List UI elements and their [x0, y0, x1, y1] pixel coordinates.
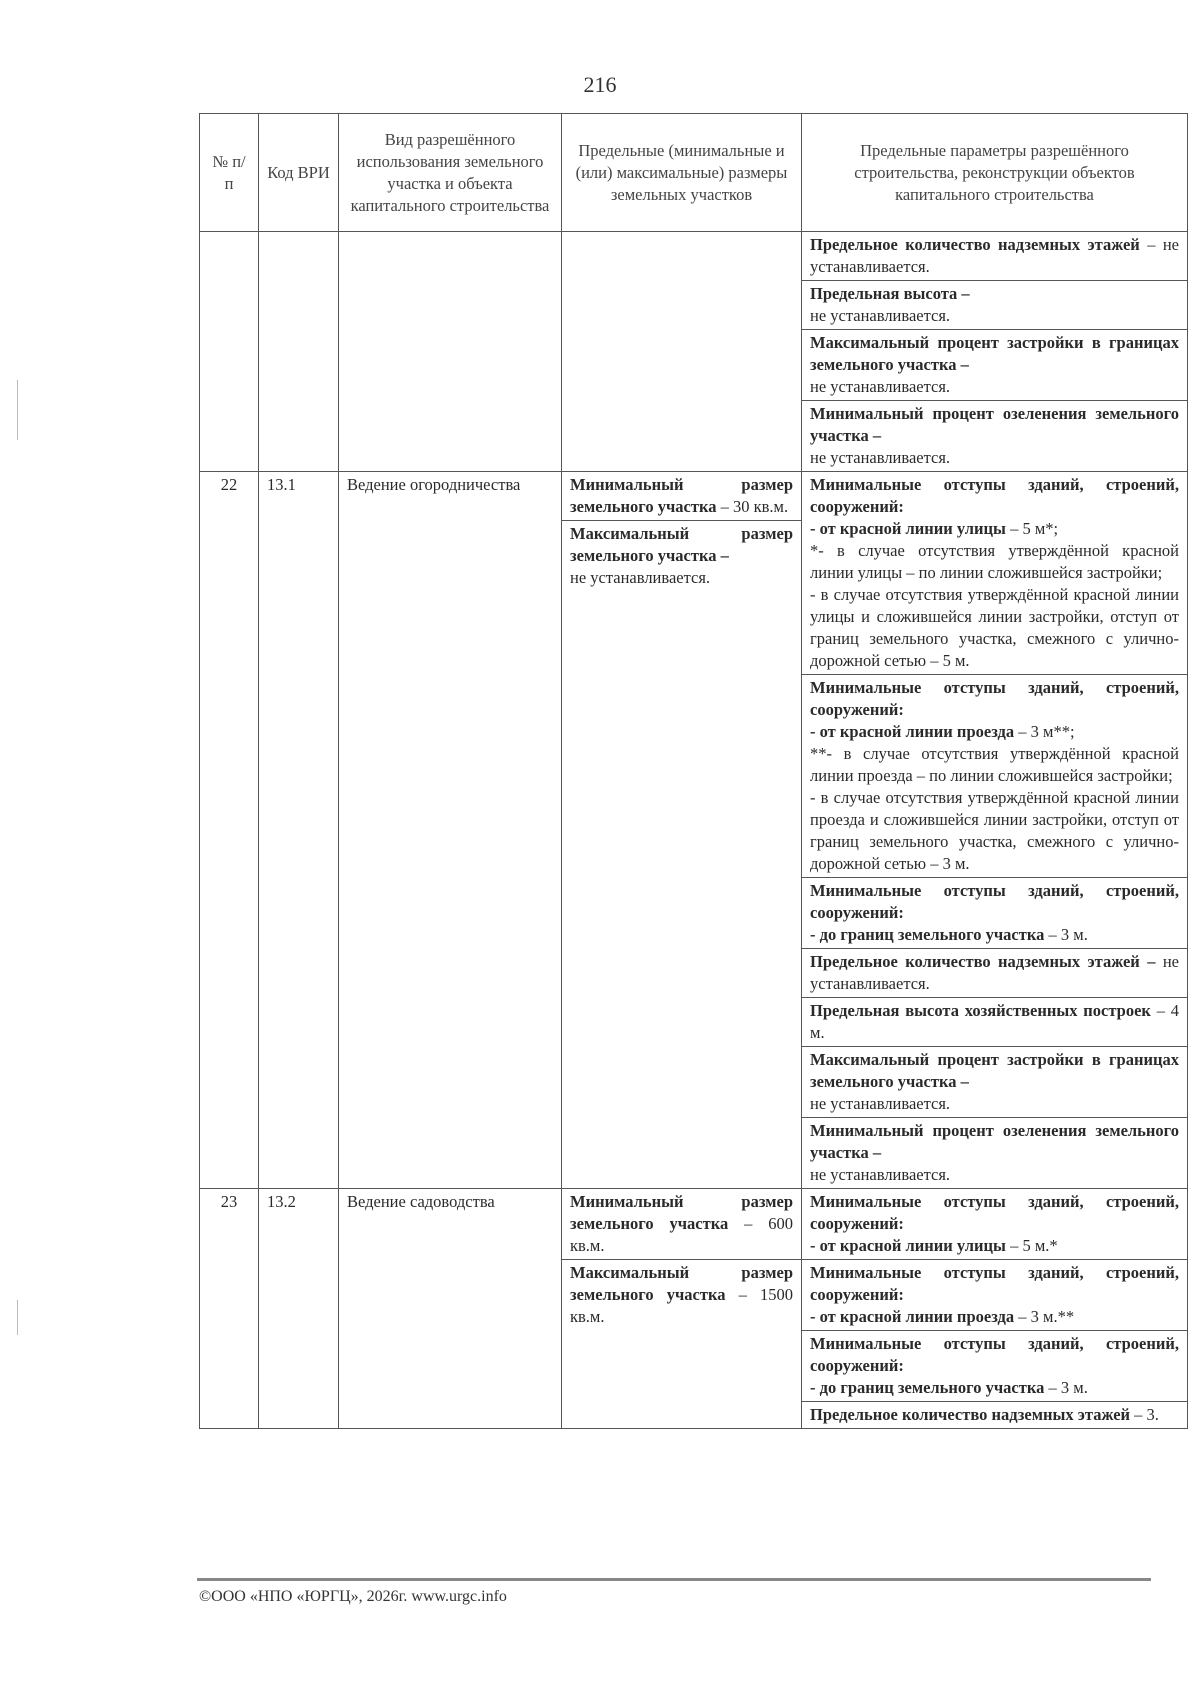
param-cell: Предельное количество надземных этажей – не устанавливается. [802, 232, 1188, 281]
cell-sizes [562, 232, 802, 472]
param-cell: Максимальный процент застройки в границах земельного участка – не устанавливается. [802, 1047, 1188, 1118]
cell-num [200, 232, 259, 472]
param-cell: Предельная высота – не устанавливается. [802, 281, 1188, 330]
header-code: Код ВРИ [259, 114, 339, 232]
param-cell: Минимальный процент озеленения земельного участка – не устанавливается. [802, 1118, 1188, 1189]
row-use: Ведение садоводства [339, 1189, 562, 1429]
param-cell: Максимальный процент застройки в границах земельного участка – не устанавливается. [802, 330, 1188, 401]
cell-use [339, 232, 562, 472]
header-use: Вид разрешённого использования земельного участка и объекта капитального строительства [339, 114, 562, 232]
header-sizes: Предельные (минимальные и (или) максимальные) размеры земельных участков [562, 114, 802, 232]
cell-code [259, 232, 339, 472]
size-max: Максимальный размер земельного участка – 1500 кв.м. [570, 1263, 793, 1326]
row-number: 22 [200, 472, 259, 1189]
param-cell: Минимальные отступы зданий, строений, сооружений: - от красной линии улицы – 5 м.* [802, 1189, 1188, 1260]
header-num: № п/п [200, 114, 259, 232]
page-number: 216 [583, 72, 617, 97]
size-min: Минимальный размер земельного участка – 30 кв.м. [562, 472, 801, 521]
row-number: 23 [200, 1189, 259, 1429]
scan-artifact [17, 380, 18, 440]
row-code: 13.2 [259, 1189, 339, 1429]
header-params: Предельные параметры разрешённого строительства, реконструкции объектов капитального строительства [802, 114, 1188, 232]
row-use: Ведение огородничества [339, 472, 562, 1189]
param-cell: Предельное количество надземных этажей – не устанавливается. [802, 949, 1188, 998]
param-cell: Минимальные отступы зданий, строений, сооружений: - от красной линии проезда – 3 м**; **- в случае отсутствия утверждённой красной линии проезда – по линии сложившейся застройки; - в случае отсутствия утверждённой красной линии проезда и сложившейся линии застройки, отступ от границ земельного участка, смежного с улично-дорожной сетью – 3 м. [802, 675, 1188, 878]
footer-divider [197, 1578, 1151, 1581]
table-row [200, 472, 1188, 675]
row-code: 13.1 [259, 472, 339, 1189]
row-sizes [562, 1189, 802, 1429]
param-cell: Минимальные отступы зданий, строений, сооружений: - от красной линии проезда – 3 м.** [802, 1260, 1188, 1331]
row-sizes [562, 472, 802, 1189]
size-min: Минимальный размер земельного участка – 600 кв.м. [562, 1189, 801, 1260]
size-max: Максимальный размер земельного участка – не устанавливается. [570, 524, 793, 587]
footer-copyright: ©ООО «НПО «ЮРГЦ», 2026г. www.urgc.info [199, 1588, 507, 1605]
param-cell: Предельное количество надземных этажей – 3. [802, 1402, 1188, 1429]
param-cell: Минимальные отступы зданий, строений, сооружений: - от красной линии улицы – 5 м*; *- в случае отсутствия утверждённой красной линии улицы – по линии сложившейся застройки; - в случае отсутствия утверждённой красной линии улицы и сложившейся линии застройки, отступ от границ земельного участка, смежного с улично-дорожной сетью – 5 м. [802, 472, 1188, 675]
table-row [200, 232, 1188, 281]
table-row [200, 1189, 1188, 1260]
param-cell: Предельная высота хозяйственных построек – 4 м. [802, 998, 1188, 1047]
table-header-row [200, 114, 1188, 232]
param-cell: Минимальный процент озеленения земельного участка – не устанавливается. [802, 401, 1188, 472]
regulations-table [199, 113, 1188, 1429]
param-cell: Минимальные отступы зданий, строений, сооружений: - до границ земельного участка – 3 м. [802, 878, 1188, 949]
scan-artifact [17, 1300, 18, 1335]
param-cell: Минимальные отступы зданий, строений, сооружений: - до границ земельного участка – 3 м. [802, 1331, 1188, 1402]
